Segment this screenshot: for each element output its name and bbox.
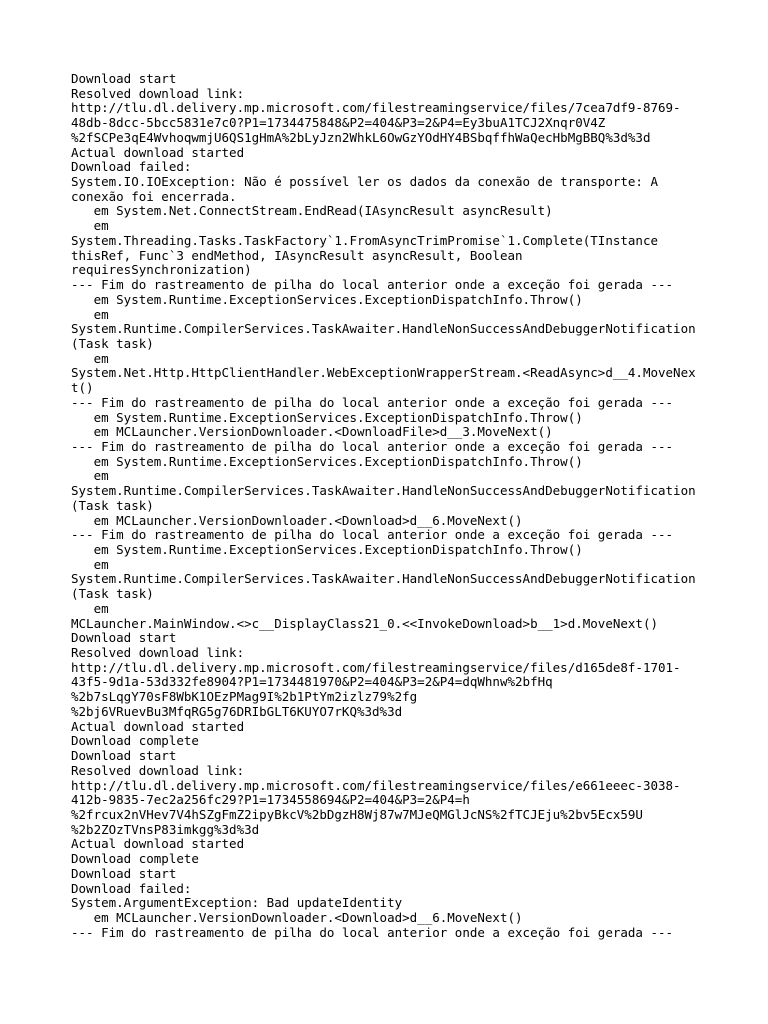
log-line: em System.Net.ConnectStream.EndRead(IAsyncResult asyncResult) [71, 203, 553, 219]
log-line: %2b2ZOzTVnsP83imkgg%3d%3d [71, 821, 260, 837]
log-line: em [71, 350, 109, 366]
log-line: Resolved download link: [71, 645, 245, 661]
log-line: --- Fim do rastreamento de pilha do local anterior onde a exceção foi gerada --- [71, 394, 674, 410]
log-line: Download start [71, 865, 177, 881]
log-line: em [71, 600, 109, 616]
log-line: %2fSCPe3qE4WvhoqwmjU6QS1gHmA%2bLyJzn2WhkL6OwGzYOdHY4BSbqffhWaQecHbMgBBQ%3d%3d [71, 129, 651, 145]
log-line: http://tlu.dl.delivery.mp.microsoft.com/filestreamingservice/files/e661eeec-3038- [71, 777, 681, 793]
log-line: System.Runtime.CompilerServices.TaskAwaiter.HandleNonSuccessAndDebuggerNotification [71, 483, 696, 499]
log-line: thisRef, Func`3 endMethod, IAsyncResult asyncResult, Boolean [71, 247, 523, 263]
log-line: t() [71, 380, 94, 396]
log-line: --- Fim do rastreamento de pilha do local anterior onde a exceção foi gerada --- [71, 277, 674, 293]
log-line: MCLauncher.MainWindow.<>c__DisplayClass21_0.<<InvokeDownload>b__1>d.MoveNext() [71, 615, 658, 631]
log-line: (Task task) [71, 586, 154, 602]
log-document [71, 72, 711, 940]
log-line: em [71, 218, 109, 234]
log-line: System.IO.IOException: Não é possível ler os dados da conexão de transporte: A [71, 174, 658, 190]
log-line: Download complete [71, 733, 199, 749]
log-line: --- Fim do rastreamento de pilha do local anterior onde a exceção foi gerada --- [71, 438, 674, 454]
log-line: em System.Runtime.ExceptionServices.ExceptionDispatchInfo.Throw() [71, 291, 583, 307]
log-line: System.Runtime.CompilerServices.TaskAwaiter.HandleNonSuccessAndDebuggerNotification [71, 571, 696, 587]
log-line: --- Fim do rastreamento de pilha do local anterior onde a exceção foi gerada --- [71, 527, 674, 543]
log-line: System.Runtime.CompilerServices.TaskAwaiter.HandleNonSuccessAndDebuggerNotification [71, 321, 696, 337]
log-line: (Task task) [71, 335, 154, 351]
log-line: 48db-8dcc-5bcc5831e7c0?P1=1734475848&P2=404&P3=2&P4=Ey3buA1TCJ2Xnqr0V4Z [71, 115, 606, 131]
log-line: System.Net.Http.HttpClientHandler.WebExceptionWrapperStream.<ReadAsync>d__4.MoveNex [71, 365, 696, 381]
log-line: System.Threading.Tasks.TaskFactory`1.FromAsyncTrimPromise`1.Complete(TInstance [71, 232, 658, 248]
log-line: conexão foi encerrada. [71, 188, 237, 204]
log-line: em [71, 306, 109, 322]
log-line: em System.Runtime.ExceptionServices.ExceptionDispatchInfo.Throw() [71, 453, 583, 469]
log-line: Download start [71, 71, 177, 86]
log-line: Resolved download link: [71, 762, 245, 778]
log-line: %2b7sLqgY70sF8WbK1OEzPMag9I%2b1PtYm2izlz79%2fg [71, 689, 418, 705]
log-line: Download start [71, 630, 177, 646]
log-line: Download failed: [71, 880, 192, 896]
log-line: System.ArgumentException: Bad updateIdentity [71, 895, 403, 911]
log-line: Actual download started [71, 836, 245, 852]
log-line: --- Fim do rastreamento de pilha do local anterior onde a exceção foi gerada --- [71, 924, 674, 940]
log-line: http://tlu.dl.delivery.mp.microsoft.com/filestreamingservice/files/d165de8f-1701- [71, 659, 681, 675]
log-line: em [71, 468, 109, 484]
log-line: Download failed: [71, 159, 192, 175]
log-line: (Task task) [71, 497, 154, 513]
log-line: %2bj6VRuevBu3MfqRG5g76DRIbGLT6KUYO7rKQ%3d%3d [71, 703, 403, 719]
log-line: 412b-9835-7ec2a256fc29?P1=1734558694&P2=404&P3=2&P4=h [71, 792, 470, 808]
log-line: 43f5-9d1a-53d332fe8904?P1=1734481970&P2=404&P3=2&P4=dqWhnw%2bfHq [71, 674, 553, 690]
log-line: requiresSynchronization) [71, 262, 252, 278]
log-line: em System.Runtime.ExceptionServices.ExceptionDispatchInfo.Throw() [71, 542, 583, 557]
log-line: em MCLauncher.VersionDownloader.<Download>d__6.MoveNext() [71, 909, 523, 925]
log-line: Actual download started [71, 718, 245, 734]
log-line: %2frcux2nVHev7V4hSZgFmZ2ipyBkcV%2bDgzH8Wj87w7MJeQMGlJcNS%2fTCJEju%2bv5Ecx59U [71, 806, 643, 822]
log-line: Download start [71, 748, 177, 764]
log-line: em [71, 556, 109, 572]
log-line: Download complete [71, 851, 199, 867]
log-line: Actual download started [71, 144, 245, 160]
log-line: http://tlu.dl.delivery.mp.microsoft.com/filestreamingservice/files/7cea7df9-8769- [71, 100, 681, 116]
log-line: em System.Runtime.ExceptionServices.ExceptionDispatchInfo.Throw() [71, 409, 583, 425]
log-line: Resolved download link: [71, 85, 245, 101]
log-line: em MCLauncher.VersionDownloader.<DownloadFile>d__3.MoveNext() [71, 424, 553, 440]
log-line: em MCLauncher.VersionDownloader.<Download>d__6.MoveNext() [71, 512, 523, 528]
